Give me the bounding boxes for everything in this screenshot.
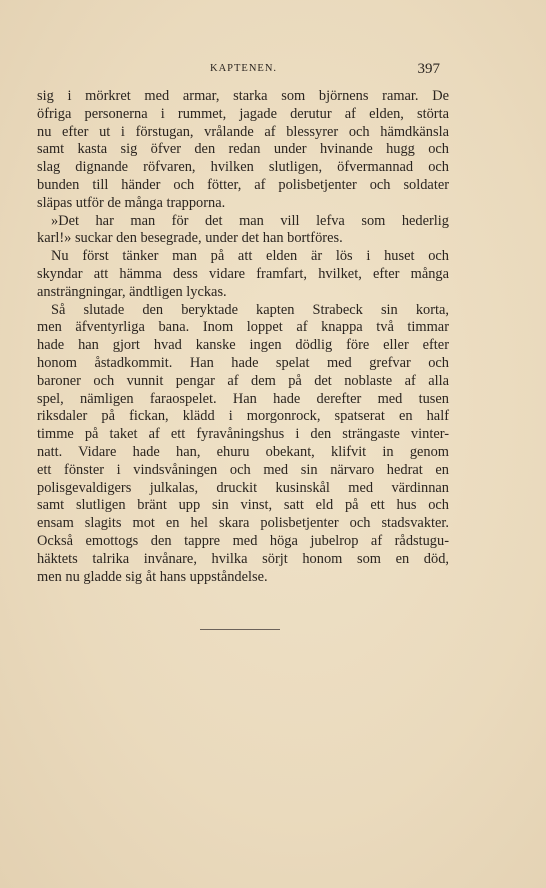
text-line: ett fönster i vindsvåningen och med sin närvaro hedrat en bbox=[37, 461, 449, 478]
text-line: spel, nämligen faraospelet. Han hade derefter med tusen bbox=[37, 390, 449, 407]
text-line: sig i mörkret med armar, starka som björnens ramar. De bbox=[37, 88, 449, 104]
text-line: polisgevaldigers julkalas, druckit kusinskål med värdinnan bbox=[37, 479, 449, 496]
text-line: »Det har man för det man vill lefva som hederlig bbox=[51, 212, 449, 229]
running-title: KAPTENEN. bbox=[210, 63, 278, 74]
text-line: natt. Vidare hade han, ehuru obekant, klifvit in genom bbox=[37, 443, 449, 460]
text-line: men äfventyrliga bana. Inom loppet af knappa två timmar bbox=[37, 319, 449, 336]
text-line: släpas utför de många trapporna. bbox=[37, 194, 226, 211]
text-line: nu efter ut i förstugan, vrålande af blessyrer och hämdkänsla bbox=[37, 123, 449, 140]
text-line: Nu först tänker man på att elden är lös i huset och bbox=[51, 248, 449, 265]
text-line: samt slutligen bränt upp sin vinst, satt eld på ett hus och bbox=[37, 497, 449, 514]
text-line: Så slutade den beryktade kapten Strabeck sin korta, bbox=[51, 301, 449, 318]
text-line: karl!» suckar den besegrade, under det han bortföres. bbox=[37, 230, 343, 247]
text-line: riksdaler på fickan, klädd i morgonrock, spatserat en half bbox=[37, 408, 449, 425]
text-line: ansträngningar, ändtligen lyckas. bbox=[37, 283, 227, 300]
text-line: baroner och vunnit pengar af dem på det noblaste af alla bbox=[37, 372, 449, 389]
text-line: honom åstadkommit. Han hade spelat med grefvar och bbox=[37, 354, 449, 371]
body-text bbox=[37, 88, 449, 586]
text-line: slag dignande röfvaren, hvilken slutligen, öfvermannad och bbox=[37, 159, 449, 176]
text-line: hade han gjort hvad kanske ingen dödlig före eller efter bbox=[37, 337, 449, 354]
text-line: häktets talrika invånare, hvilka sörjt honom som en död, bbox=[37, 550, 449, 567]
text-line: bunden till händer och fötter, af polisbetjenter och soldater bbox=[37, 176, 449, 193]
section-divider bbox=[200, 629, 280, 630]
text-line: samt kasta sig öfver den redan under hvinande hugg och bbox=[37, 141, 449, 158]
page-number: 397 bbox=[417, 61, 440, 77]
text-line: timme på taket af ett fyravåningshus i den strängaste vinter- bbox=[37, 426, 449, 443]
text-line: men nu gladde sig åt hans uppståndelse. bbox=[37, 568, 268, 585]
text-line: ensam slagits mot en hel skara polisbetjenter och stadsvakter. bbox=[37, 515, 449, 532]
page-header bbox=[210, 61, 440, 77]
text-line: öfriga personerna i rummet, jagade derutur af elden, störta bbox=[37, 105, 449, 122]
text-line: Också emottogs den tappre med höga jubelrop af rådstugu- bbox=[37, 532, 449, 549]
text-line: skyndar att hämma dess vidare framfart, hvilket, efter många bbox=[37, 265, 449, 282]
